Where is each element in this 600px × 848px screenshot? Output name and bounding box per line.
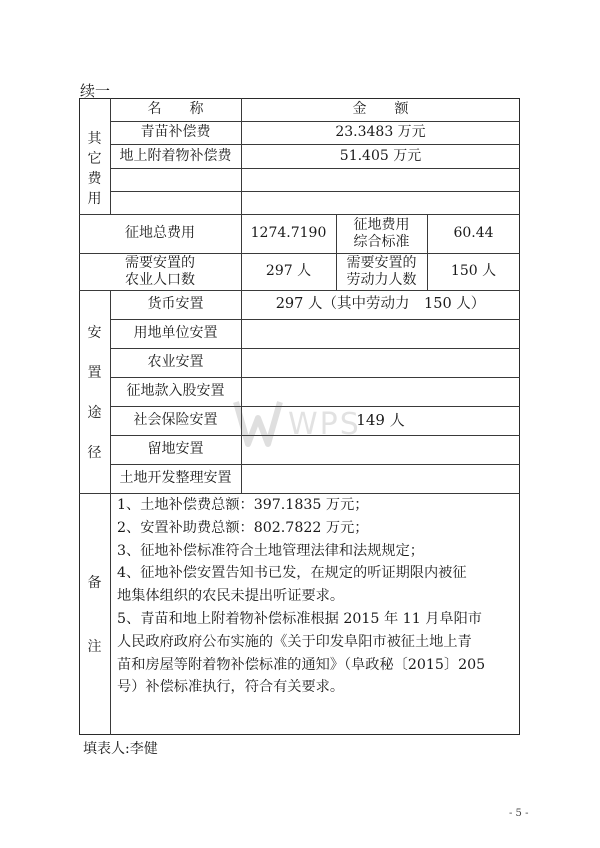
label-char: 备	[87, 575, 102, 591]
resettlement-name: 货币安置	[147, 296, 204, 312]
label-char: 置	[87, 364, 102, 381]
label-char: 安	[87, 324, 102, 341]
total-cost-value: 1274.7190	[250, 225, 327, 241]
agri-population-value: 297 人	[265, 263, 312, 279]
watermark-text: WPS	[288, 407, 361, 442]
resettlement-name: 社会保险安置	[133, 412, 218, 428]
agri-population-label	[79, 253, 241, 290]
label-line: 农业人口数	[125, 271, 195, 288]
fee-amount: 51.405 万元	[339, 147, 422, 164]
resettlement-value	[241, 464, 520, 493]
fee-amount: 23.3483 万元	[335, 124, 426, 140]
composite-standard-value: 60.44	[453, 225, 494, 241]
label-char: 费	[87, 170, 102, 187]
label-line: 劳动力人数	[346, 271, 417, 288]
remark-line: 地集体组织的农民未提出听证要求。	[117, 588, 345, 605]
remark-line: 号）补偿标准执行，符合有关要求。	[117, 679, 345, 696]
resettlement-section-label	[79, 290, 110, 493]
wps-watermark-logo	[232, 388, 362, 450]
remark-line: 5、青苗和地上附着物补偿标准根据 2015 年 11 月阜阳市	[117, 610, 482, 627]
fee-amount	[241, 191, 520, 214]
fee-name: 青苗补偿费	[140, 124, 211, 140]
total-cost-label: 征地总费用	[125, 225, 195, 241]
header-amount: 金 额	[352, 101, 409, 117]
remark-line: 2、安置补助费总额：802.7822 万元；	[117, 519, 369, 536]
label-line: 综合标准	[353, 233, 410, 250]
labor-count-label	[336, 253, 427, 290]
label-line: 征地费用	[353, 216, 410, 233]
label-char: 它	[87, 150, 102, 167]
remark-line: 1、土地补偿费总额：397.1835 万元；	[117, 497, 369, 513]
resettlement-name: 留地安置	[147, 441, 204, 457]
resettlement-value	[241, 348, 520, 377]
label-line: 需要安置的	[346, 254, 417, 271]
labor-count-value: 150 人	[450, 263, 497, 279]
fee-amount	[241, 168, 520, 191]
label-char: 其	[87, 130, 102, 147]
resettlement-value: 297 人（其中劳动力 150 人）	[275, 296, 486, 312]
remark-line: 人民政府政府公布实施的《关于印发阜阳市被征土地上青	[117, 633, 472, 650]
page-number: - 5 -	[509, 808, 529, 819]
remark-line: 4、征地补偿安置告知书已发，在规定的听证期限内被征	[117, 565, 467, 582]
resettlement-value: 149 人	[356, 411, 405, 429]
label-char: 注	[87, 639, 102, 655]
label-line: 需要安置的	[125, 254, 195, 271]
composite-standard-label	[336, 214, 427, 253]
fee-name	[110, 168, 241, 191]
header-name: 名 称	[147, 101, 204, 117]
label-char: 径	[87, 444, 102, 461]
remark-line: 3、征地补偿标准符合土地管理法律和法规规定；	[117, 542, 424, 559]
remark-line: 苗和房屋等附着物补偿标准的通知》（阜政秘〔2015〕205	[117, 656, 486, 673]
form-filler: 填表人:李健	[83, 741, 158, 757]
label-char: 用	[87, 190, 102, 207]
fee-name: 地上附着物补偿费	[119, 147, 232, 164]
label-char: 途	[87, 404, 102, 421]
resettlement-value	[241, 319, 520, 348]
remarks-section-label	[79, 493, 110, 735]
resettlement-name: 土地开发整理安置	[119, 470, 232, 486]
resettlement-name: 征地款入股安置	[126, 383, 225, 399]
remarks-text	[117, 494, 517, 699]
continued-label: 续一	[80, 82, 111, 100]
resettlement-name: 农业安置	[147, 354, 204, 370]
other-fees-section-label	[79, 121, 110, 214]
resettlement-name: 用地单位安置	[133, 325, 218, 341]
fee-name	[110, 191, 241, 214]
